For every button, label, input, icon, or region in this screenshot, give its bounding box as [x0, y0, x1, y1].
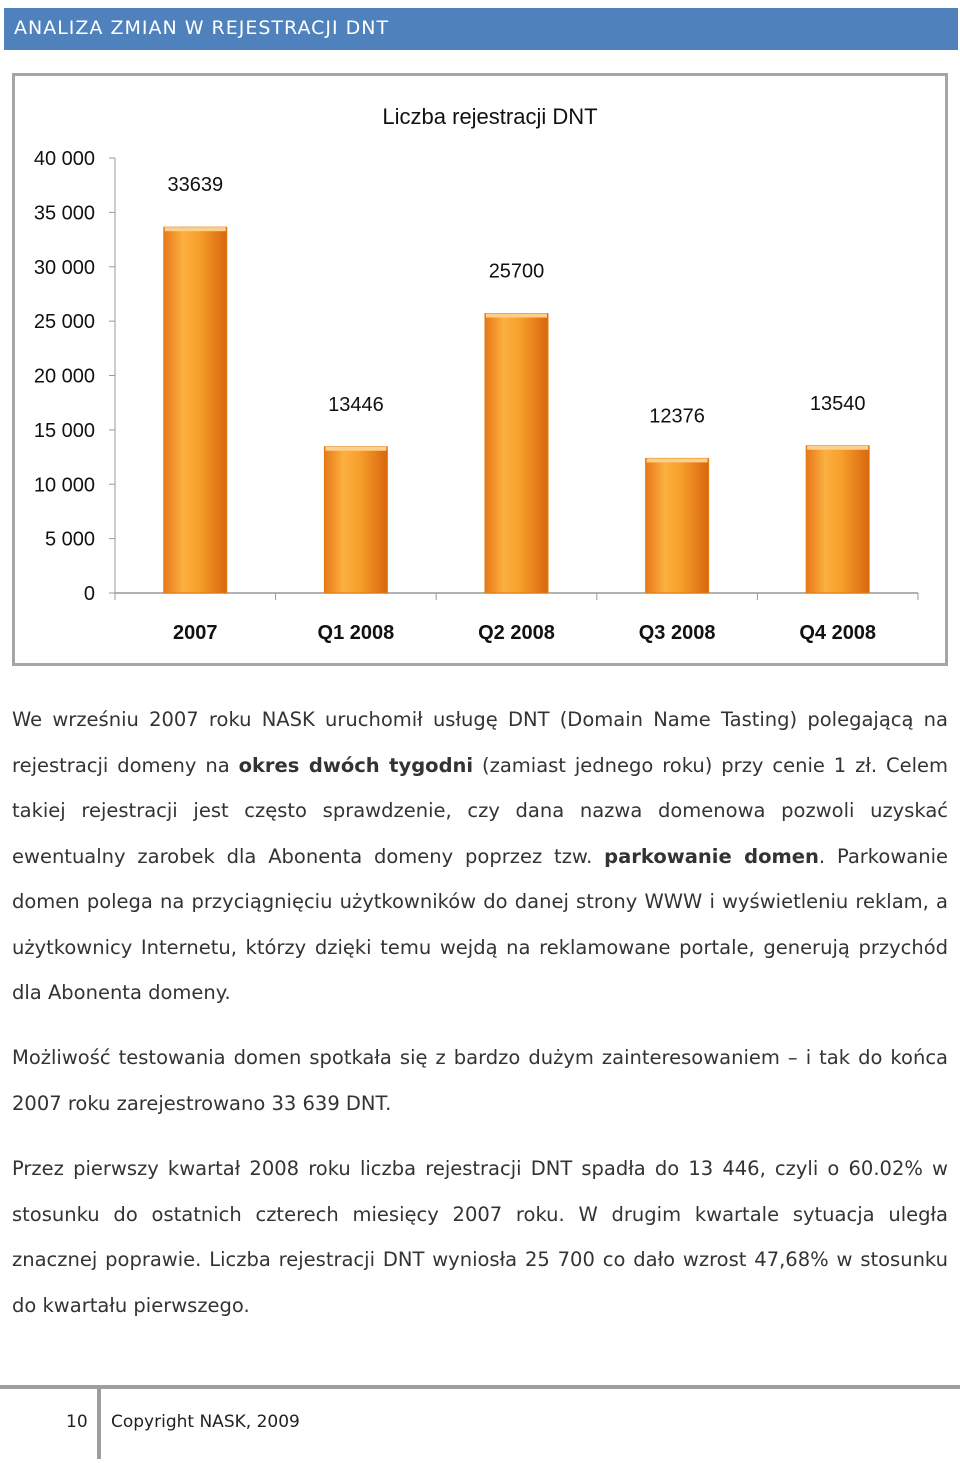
- bar-top-highlight: [165, 227, 226, 231]
- y-tick-label: 40 000: [33, 148, 95, 170]
- p1-bold-parking: parkowanie domen: [604, 844, 819, 868]
- bar-q3-2008: [646, 458, 709, 593]
- chart-frame: [12, 73, 948, 666]
- page-number: 10: [66, 1412, 88, 1432]
- p1-text-3: . Parkowanie domen polega na przyciągnięciu użytkowników do danej strony WWW i wyświetleniu reklam, a użytkownicy Internetu, którzy dzięki temu wejdą na reklamowane portale, generują przychód dla Abonenta domeny.: [12, 844, 948, 1004]
- y-tick-label: 35 000: [33, 202, 95, 225]
- x-tick-label: Q1 2008: [317, 622, 395, 644]
- y-tick-label: 0: [83, 583, 95, 605]
- bar-q4-2008: [806, 446, 869, 593]
- data-label: 33639: [167, 174, 224, 197]
- paragraph-q1-q2: Przez pierwszy kwartał 2008 roku liczba rejestracji DNT spadła do 13 446, czyli o 60.02% w stosunku do ostatnich czterech miesięcy 2007 roku. W drugim kwartale sytuacja uległa znacznej poprawie. Liczba rejestracji DNT wyniosła 25 700 co dało wzrost 47,68% w stosunku do kwartału pierwszego.: [12, 1157, 948, 1317]
- paragraph-interest: Możliwość testowania domen spotkała się z bardzo dużym zainteresowaniem – i tak do końca 2007 roku zarejestrowano 33 639 DNT.: [12, 1046, 948, 1115]
- y-tick-label: 5 000: [44, 528, 95, 551]
- bar-q1-2008: [324, 447, 387, 593]
- data-label: 13540: [809, 392, 866, 415]
- bar-q2-2008: [485, 314, 548, 593]
- bar-top-highlight: [807, 446, 868, 450]
- data-label: 25700: [488, 260, 545, 283]
- y-tick-label: 30 000: [33, 256, 95, 279]
- section-title: ANALIZA ZMIAN W REJESTRACJI DNT: [14, 17, 390, 39]
- section-header: [4, 8, 958, 50]
- footer-divider: [0, 1385, 960, 1389]
- chart-title: Liczba rejestracji DNT: [382, 104, 598, 129]
- x-tick-label: Q4 2008: [799, 622, 877, 644]
- p1-text-1: We wrześniu 2007 roku NASK uruchomił usługę DNT (Domain Name Tasting) polegającą na rejestracji domeny na: [12, 708, 948, 777]
- y-tick-label: 15 000: [33, 419, 95, 442]
- x-tick-label: Q2 2008: [478, 622, 555, 644]
- y-tick-label: 25 000: [33, 311, 95, 334]
- y-tick-label: 10 000: [33, 474, 95, 497]
- bar-2007: [164, 227, 227, 593]
- p1-bold-period: okres dwóch tygodni: [238, 753, 474, 777]
- p1-text-2: (zamiast jednego roku) przy cenie 1 zł. Celem takiej rejestracji jest często sprawdzenie, czy dana nazwa domenowa pozwoli uzyskać ewentualny zarobek dla Abonenta domeny poprzez tzw.: [12, 753, 948, 868]
- x-tick-label: 2007: [173, 622, 218, 644]
- data-label: 13446: [328, 393, 384, 416]
- x-tick-label: Q3 2008: [638, 622, 716, 644]
- data-label: 12376: [649, 405, 705, 428]
- y-tick-label: 20 000: [33, 365, 95, 388]
- footer-vertical-divider: [97, 1389, 101, 1459]
- bar-top-highlight: [325, 447, 386, 451]
- paragraph-dnt-intro: [12, 697, 948, 1016]
- bar-top-highlight: [647, 458, 708, 462]
- footer-copyright: Copyright NASK, 2009: [111, 1412, 300, 1432]
- bar-top-highlight: [486, 314, 547, 318]
- bar-chart: [15, 76, 945, 663]
